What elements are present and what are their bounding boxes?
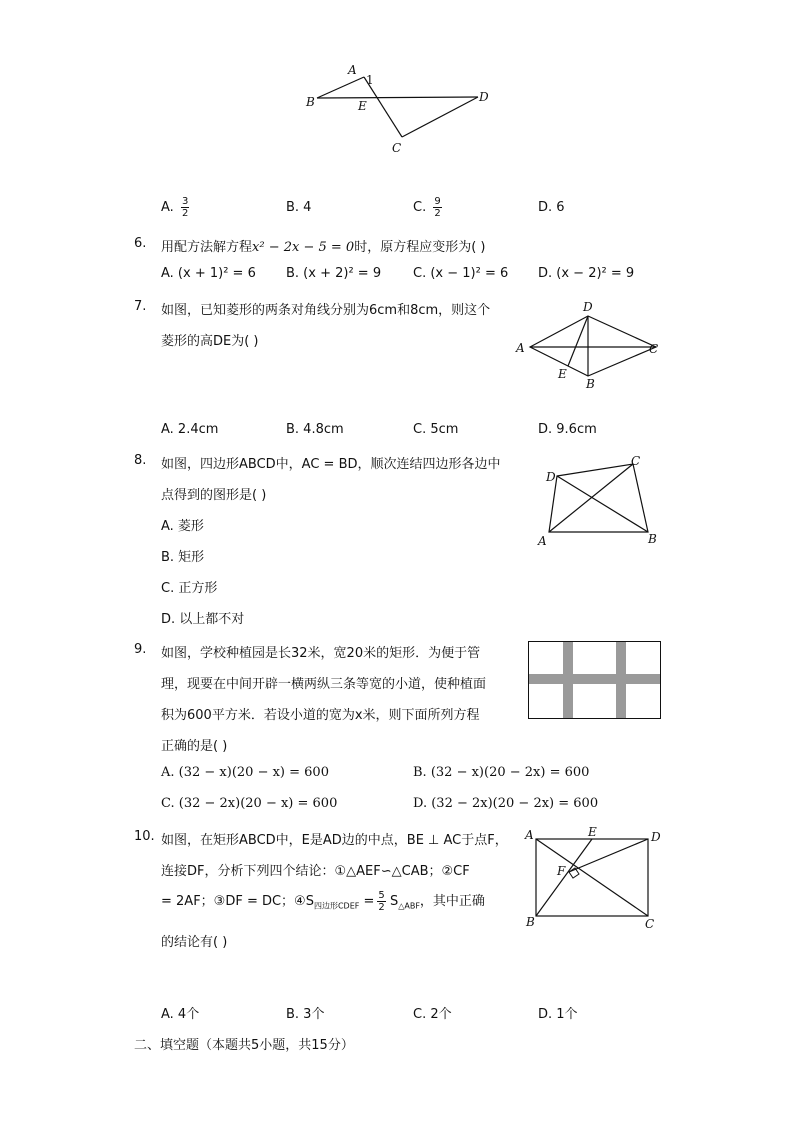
q10-option-d[interactable]: D. 1个	[538, 1007, 578, 1022]
q10-label-c: C	[645, 917, 655, 931]
q9-stem-line2: 理，现要在中间开辟一横两纵三条等宽的小道，使种植面	[161, 677, 487, 692]
q9-stem-line4: 正确的是( )	[161, 739, 228, 754]
q9-stem-line3: 积为600平方米．若设小道的宽为x米，则下面所列方程	[161, 708, 480, 723]
q5-option-a[interactable]	[161, 196, 189, 219]
q8-label-c: C	[631, 454, 641, 468]
section-heading: 二、填空题（本题共5小题，共15分）	[134, 1038, 354, 1053]
q6-option-a[interactable]: A. (x + 1)² = 6	[161, 266, 256, 281]
q7-label-d: D	[583, 300, 593, 314]
q7-option-a[interactable]: A. 2.4cm	[161, 422, 219, 437]
q10-label-a: A	[525, 828, 534, 842]
q7-option-d[interactable]: D. 9.6cm	[538, 422, 597, 437]
q10-number: 10.	[134, 829, 155, 844]
q10-stem-line2: 连接DF，分析下列四个结论：①△AEF∽△CAB；②CF	[161, 864, 470, 879]
q7-label-a: A	[516, 341, 525, 355]
q5-option-d[interactable]: D. 6	[538, 200, 565, 215]
q10-label-f: F	[557, 864, 566, 878]
q7-label-e: E	[558, 367, 567, 381]
q9-number: 9.	[134, 642, 147, 657]
q5-option-a-fraction: $\frac{3}{2}$	[181, 196, 189, 219]
q8-number: 8.	[134, 453, 147, 468]
q7-option-b[interactable]: B. 4.8cm	[286, 422, 344, 437]
q5-option-c-fraction: $\frac{9}{2}$	[434, 196, 441, 219]
q9-stem-line1: 如图，学校种植园是长32米，宽20米的矩形．为便于管	[161, 646, 481, 661]
q9-option-d[interactable]: D. (32 − 2x)(20 − 2x) = 600	[413, 796, 599, 811]
q7-label-c: C	[649, 342, 659, 356]
q8-label-a: A	[538, 534, 547, 548]
q5-option-c-label: C.	[413, 200, 427, 215]
q8-figure	[530, 452, 670, 548]
q8-option-d[interactable]: D. 以上都不对	[161, 612, 245, 627]
q8-label-b: B	[648, 532, 657, 546]
q9-option-b[interactable]: B. (32 − x)(20 − 2x) = 600	[413, 765, 590, 780]
fig-label-c: C	[392, 141, 402, 155]
q6-option-d[interactable]: D. (x − 2)² = 9	[538, 266, 635, 281]
q8-option-a[interactable]: A. 菱形	[161, 519, 204, 534]
q7-number: 7.	[134, 299, 147, 314]
q8-stem-line2: 点得到的图形是( )	[161, 488, 267, 503]
q10-label-e: E	[588, 826, 597, 839]
q8-label-d: D	[546, 470, 556, 484]
q5-option-a-label: A.	[161, 200, 174, 215]
q10-option-a[interactable]: A. 4个	[161, 1007, 200, 1022]
q6-number: 6.	[134, 236, 147, 251]
q8-option-b[interactable]: B. 矩形	[161, 550, 205, 565]
q10-stem-line4: 的结论有( )	[161, 935, 228, 950]
q10-stem-line1: 如图，在矩形ABCD中，E是AD边的中点，BE ⊥ AC于点F，	[161, 833, 508, 848]
fig-label-b: B	[306, 95, 315, 109]
q8-stem-line1: 如图，四边形ABCD中，AC = BD，顺次连结四边形各边中	[161, 457, 501, 472]
q6-stem: 用配方法解方程x² − 2x − 5 = 0时，原方程应变形为( )	[161, 240, 486, 255]
q7-stem-line2: 菱形的高DE为( )	[161, 334, 259, 349]
q7-option-c[interactable]: C. 5cm	[413, 422, 459, 437]
q5-option-c[interactable]	[413, 196, 442, 219]
q10-option-b[interactable]: B. 3个	[286, 1007, 325, 1022]
q6-option-c[interactable]: C. (x − 1)² = 6	[413, 266, 509, 281]
q7-label-b: B	[586, 377, 595, 391]
q5-figure	[300, 60, 500, 160]
fig-label-e: E	[358, 99, 367, 113]
q9-garden-figure	[528, 641, 662, 720]
q9-option-c[interactable]: C. (32 − 2x)(20 − x) = 600	[161, 796, 338, 811]
q7-figure	[510, 296, 670, 392]
fig-label-1: 1	[366, 73, 374, 87]
q10-option-c[interactable]: C. 2个	[413, 1007, 452, 1022]
q10-stem-line3: = 2AF；③DF = DC；$④S_{四边形CDEF}$ = $\frac{5}{2}$ $S_{\triangle ABF}$，其中正确	[161, 890, 485, 913]
fig-label-d: D	[479, 90, 489, 104]
q10-label-d: D	[651, 830, 661, 844]
q10-label-b: B	[526, 915, 535, 929]
q10-figure	[520, 826, 670, 931]
fig-label-a: A	[348, 63, 357, 77]
q6-option-b[interactable]: B. (x + 2)² = 9	[286, 266, 382, 281]
q9-option-a[interactable]: A. (32 − x)(20 − x) = 600	[161, 765, 329, 780]
q7-stem-line1: 如图，已知菱形的两条对角线分别为6cm和8cm，则这个	[161, 303, 491, 318]
q5-option-b[interactable]: B. 4	[286, 200, 312, 215]
q8-option-c[interactable]: C. 正方形	[161, 581, 218, 596]
